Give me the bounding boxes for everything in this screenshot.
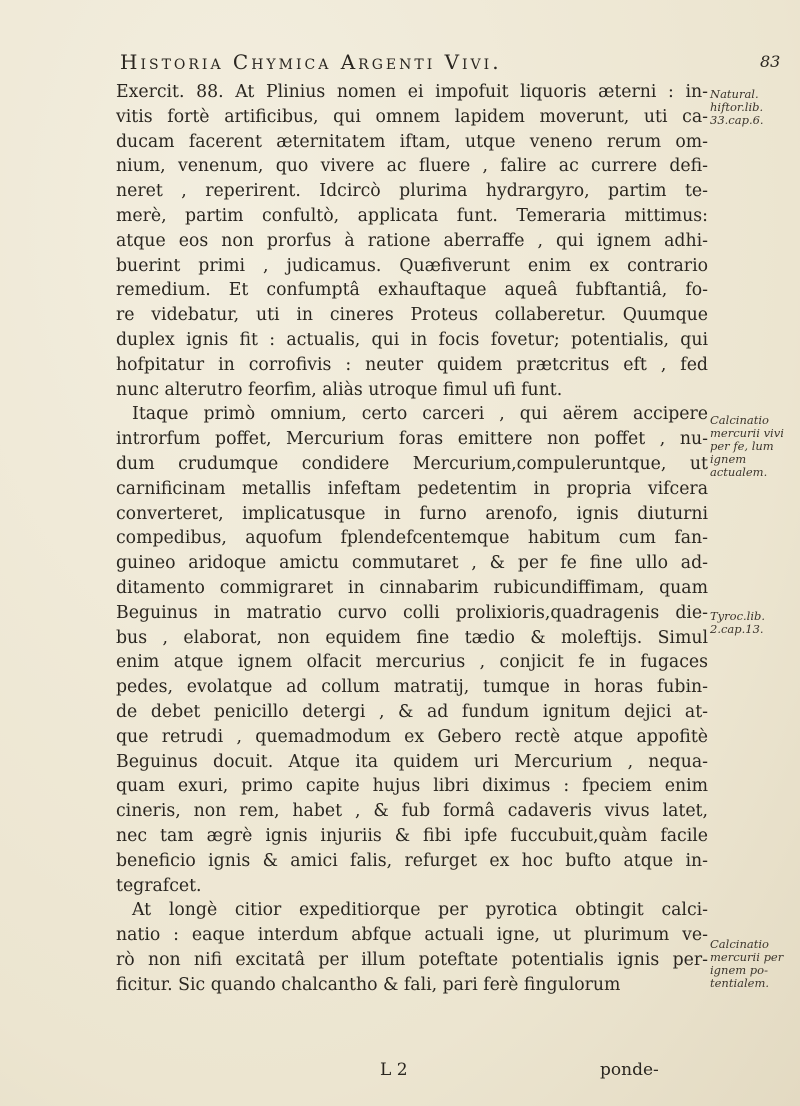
page-number: 83 [760,52,781,71]
margin-note-tyrocinium: Tyroc.lib. 2.cap.13. [710,609,766,636]
text-line: de debet penicillo detergi , & ad fundum ignitum dejici at- [116,701,708,722]
text-line: merè, partim confultò, applicata funt. Temeraria mittimus: [116,205,708,226]
text-line: tegrafcet. [116,875,202,896]
text-line: natio : eaque interdum abfque actuali igne, ut plurimum ve- [116,925,708,946]
text-line: Beguinus in matratio curvo colli prolixioris,quadragenis die- [116,602,708,623]
text-line: hofpitatur in corrofivis : neuter quidem prætcritus eft , fed [116,354,708,375]
text-line: At longè citior expeditiorque per pyrotica obtingit calci- [132,900,708,921]
text-line: remedium. Et confumptâ exhauftaque aqueâ fubftantiâ, fo- [116,280,708,301]
text-line: vitis fortè artificibus, qui omnem lapidem moverunt, uti ca- [116,106,708,127]
margin-note-calcination-potential-fire: Calcinatio mercurii per ignem po- tentialem. [710,937,784,990]
text-line: converteret, implicatusque in furno arenofo, ignis diuturni [116,503,708,524]
catchword: ponde- [600,1060,659,1080]
text-line: pedes, evolatque ad collum matratij, tumque in horas fubin- [116,677,708,698]
text-line: quam exuri, primo capite hujus libri diximus : fpeciem enim [116,776,708,797]
text-line: Beguinus docuit. Atque ita quidem uri Mercurium , nequa- [116,751,708,772]
text-line: ficitur. Sic quando chalcantho & fali, pari ferè fingulorum [116,974,621,995]
text-line: Itaque primò omnium, certo carceri , qui aërem accipere [132,404,708,425]
text-line: Exercit. 88. At Plinius nomen ei impofuit liquoris æterni : in- [116,82,708,102]
text-line: que retrudi , quemadmodum ex Gebero rectè atque appofitè [116,726,708,747]
text-line: re videbatur, uti in cineres Proteus collaberetur. Quumque [116,305,708,326]
text-line: cineris, non rem, habet , & fub formâ cadaveris vivus latet, [116,801,708,822]
text-line: rò non nifi excitatâ per illum poteftate potentialis ignis per- [116,949,708,970]
text-line: ditamento commigraret in cinnabarim rubicundiffimam, quam [116,577,708,598]
running-head: Historia Chymica Argenti Vivi. [120,50,502,74]
text-line: buerint primi , judicamus. Quæfiverunt enim ex contrario [116,255,708,276]
margin-note-calcination-actual-fire: Calcinatio mercurii vivi per fe, lum ignem actualem. [710,413,784,479]
text-line: guineo aridoque amictu commutaret , & per fe fine ullo ad- [116,553,708,574]
text-line: nunc alterutro feorfim, aliàs utroque fimul ufi funt. [116,379,563,400]
text-line: carnificinam metallis infeftam pedetentim in propria vifcera [116,478,708,499]
text-line: ducam facerent æternitatem iftam, utque veneno rerum om- [116,131,708,152]
text-line: introrfum poffet, Mercurium foras emittere non poffet , nu- [116,429,708,450]
text-line: nium, venenum, quo vivere ac fluere , falire ac currere defi- [116,156,708,177]
text-line: compedibus, aquofum fplendefcentemque habitum cum fan- [116,528,708,549]
text-line: neret , reperirent. Idcircò plurima hydrargyro, partim te- [116,181,708,202]
text-line: enim atque ignem olfacit mercurius , conjicit fe in fugaces [116,652,708,673]
margin-note-natural-history: Natural. hiftor.lib. 33.cap.6. [710,87,764,127]
main-text [116,80,708,997]
text-line: bus , elaborat, non equidem fine tædio & moleftijs. Simul [116,627,708,648]
text-line: dum crudumque condidere Mercurium,compuleruntque, ut [116,453,708,474]
signature-mark: L 2 [380,1060,408,1080]
text-line: atque eos non prorfus à ratione aberraffe , qui ignem adhi- [116,230,708,251]
text-line: nec tam ægrè ignis injuriis & fibi ipfe fuccubuit,quàm facile [116,825,708,846]
text-line: beneficio ignis & amici falis, refurget ex hoc bufto atque in- [116,850,708,871]
text-line: duplex ignis fit : actualis, qui in focis fovetur; potentialis, qui [116,329,708,350]
